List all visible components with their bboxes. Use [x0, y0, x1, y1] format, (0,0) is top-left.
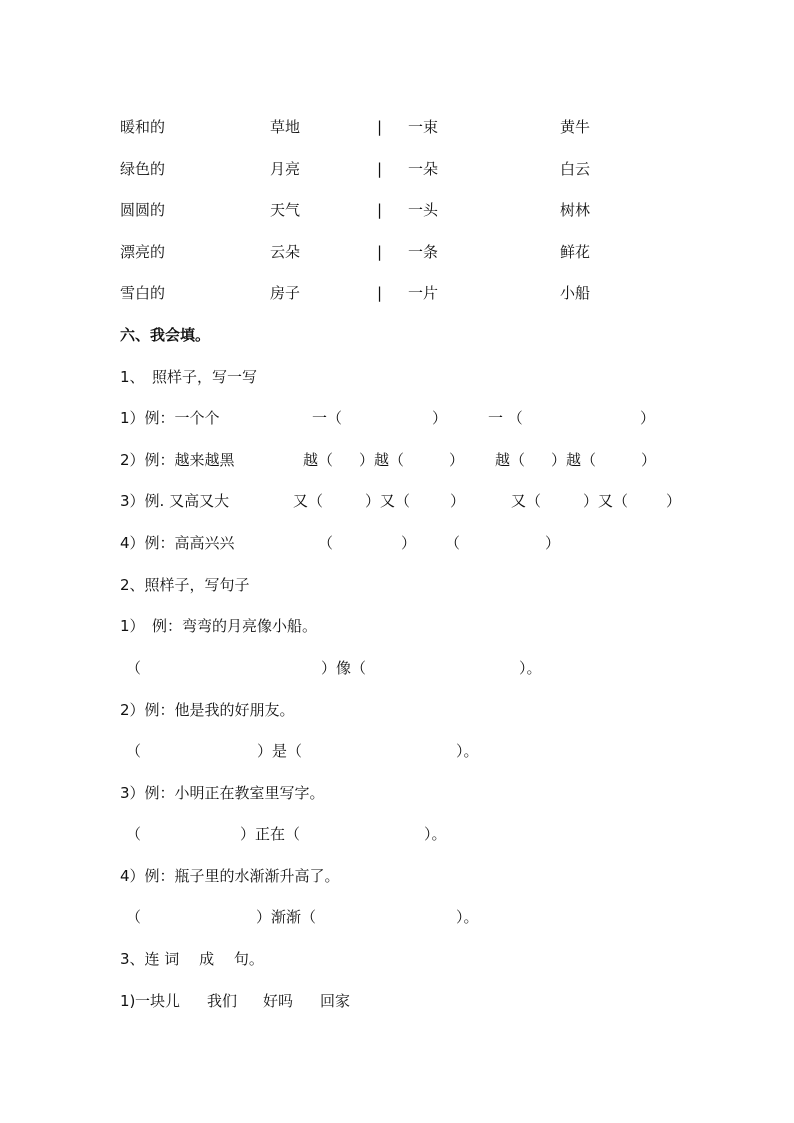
adjective: 暖和的: [120, 118, 166, 136]
adjective: 漂亮的: [120, 243, 166, 261]
blank-open: （: [126, 825, 142, 843]
section-title: 六、我会填。: [120, 326, 211, 344]
blank-close: ）: [641, 451, 657, 469]
blank-end: ）。: [456, 742, 479, 760]
word: 一块儿: [135, 992, 181, 1010]
separator: |: [377, 243, 383, 261]
blank-mid: ）又（: [365, 492, 411, 510]
example-text: 3）例. 又高又大: [120, 492, 230, 510]
example-sentence: 4）例：瓶子里的水渐渐升高了。: [120, 867, 340, 885]
object-word: 鲜花: [560, 243, 591, 261]
example-sentence: 2）例：他是我的好朋友。: [120, 701, 295, 719]
noun: 草地: [270, 118, 301, 136]
question-heading: 1、 照样子，写一写: [120, 368, 258, 386]
item-number: 1): [120, 992, 136, 1010]
separator: |: [377, 160, 383, 178]
blank-mid: ）是（: [257, 742, 303, 760]
blank-close: ）: [432, 409, 448, 427]
noun: 月亮: [270, 160, 301, 178]
measure-word: 一片: [408, 284, 439, 302]
blank-close: ）: [545, 534, 561, 552]
adjective: 绿色的: [120, 160, 166, 178]
blank-end: ）。: [519, 659, 542, 677]
blank-mid: ）越（: [551, 451, 597, 469]
measure-word: 一朵: [408, 160, 439, 178]
object-word: 黄牛: [560, 118, 591, 136]
blank-end: ）。: [456, 908, 479, 926]
blank-close: ）: [666, 492, 682, 510]
adjective: 雪白的: [120, 284, 166, 302]
word: 好吗: [263, 992, 294, 1010]
separator: |: [377, 284, 383, 302]
noun: 云朵: [270, 243, 301, 261]
object-word: 小船: [560, 284, 591, 302]
noun: 天气: [270, 201, 301, 219]
blank-mid: ）又（: [583, 492, 629, 510]
blank-close: ）: [640, 409, 656, 427]
question-heading: 3、连 词 成 句。: [120, 950, 264, 968]
example-text: 2）例：越来越黑: [120, 451, 235, 469]
adjective: 圆圆的: [120, 201, 166, 219]
blank-close: ）: [450, 492, 466, 510]
blank-open: 又（: [293, 492, 324, 510]
blank-close: ）: [401, 534, 417, 552]
blank-mid: ）像（: [321, 659, 367, 677]
blank-mid: ）越（: [359, 451, 405, 469]
example-text: 4）例：高高兴兴: [120, 534, 235, 552]
example-sentence: 1） 例：弯弯的月亮像小船。: [120, 617, 318, 635]
object-word: 树林: [560, 201, 591, 219]
separator: |: [377, 201, 383, 219]
blank-mid: ）渐渐（: [256, 908, 317, 926]
question-heading: 2、照样子，写句子: [120, 576, 250, 594]
measure-word: 一头: [408, 201, 439, 219]
blank-open: 越（: [303, 451, 334, 469]
blank-open: 一 （: [488, 409, 523, 427]
measure-word: 一束: [408, 118, 439, 136]
blank-open: （: [445, 534, 461, 552]
noun: 房子: [270, 284, 301, 302]
separator: |: [377, 118, 383, 136]
blank-end: ）。: [424, 825, 447, 843]
word: 回家: [320, 992, 351, 1010]
object-word: 白云: [560, 160, 591, 178]
measure-word: 一条: [408, 243, 439, 261]
blank-open: （: [318, 534, 334, 552]
blank-open: 又（: [511, 492, 542, 510]
blank-mid: ）正在（: [240, 825, 301, 843]
blank-open: （: [126, 659, 142, 677]
blank-open: 一（: [312, 409, 343, 427]
blank-open: （: [126, 742, 142, 760]
blank-open: 越（: [495, 451, 526, 469]
blank-close: ）: [449, 451, 465, 469]
word: 我们: [207, 992, 238, 1010]
example-text: 1）例：一个个: [120, 409, 220, 427]
example-sentence: 3）例：小明正在教室里写字。: [120, 784, 325, 802]
blank-open: （: [126, 908, 142, 926]
